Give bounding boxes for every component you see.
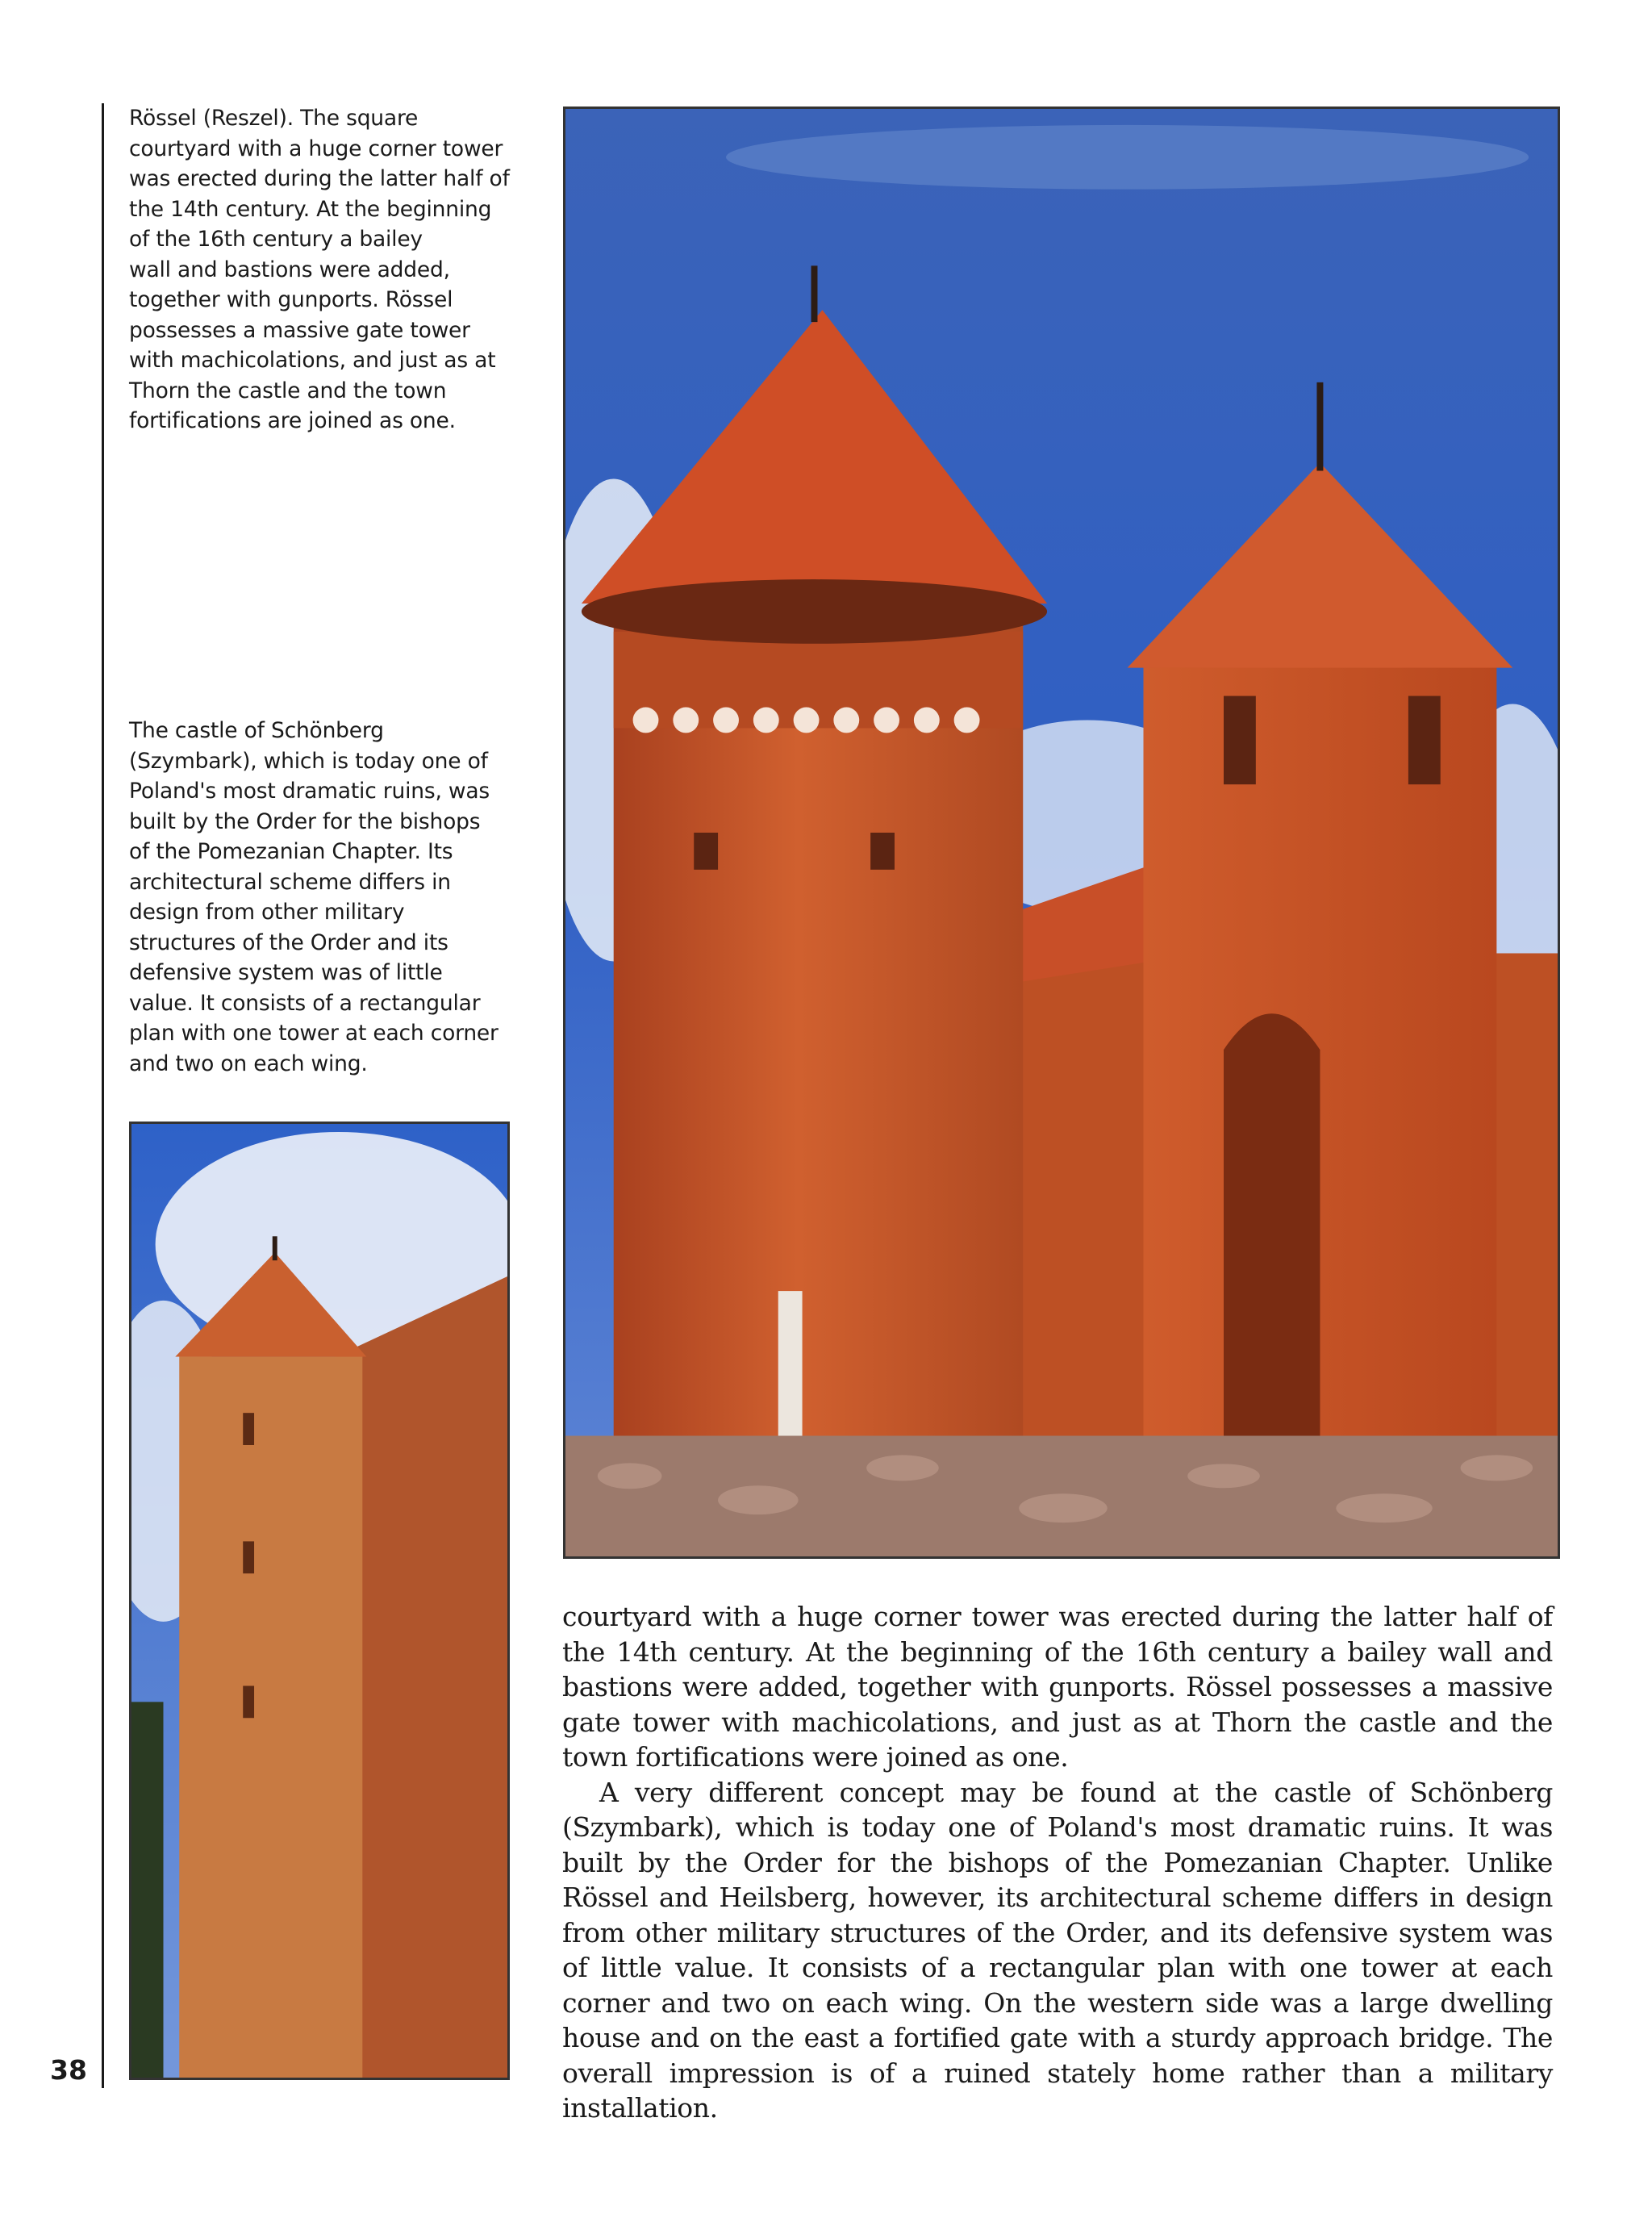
caption-szymbark: The castle of Schönberg (Szymbark), which is today one of Poland's most dramatic ruins, was built by the Order for the bishops of the Pomezanian Chapter. Its architectural scheme differs in design from other military structures of the Order and its defensive system was of little value. It consists of a rectangular plan with one tower at each corner and two on each wing. [129, 718, 499, 1076]
body-text [562, 1599, 1553, 2126]
photo-reszel-castle [563, 107, 1560, 1559]
photo-szymbark-castle [129, 1122, 510, 2080]
body-paragraph: courtyard with a huge corner tower was erected during the latter half of the 14th century. At the beginning of the 16th century a bailey wall and bastions were added, together with gunports. Rössel possesses a massive gate tower with machicolations, and just as at Thorn the castle and the town fortifications were joined as one. [562, 1601, 1553, 1773]
page-number: 38 [50, 2054, 87, 2086]
body-paragraph: A very different concept may be found at the castle of Schönberg (Szymbark), which is today one of Poland's most dramatic ruins. It was built by the Order for the bishops of the Pomezanian Chapter. Unlike Rössel and Heilsberg, however, its architectural scheme differs in design from other military structures of the Order, and its defensive system was of little value. It consists of a rectangular plan with one tower at each corner and two on each wing. On the western side was a large dwelling house and on the east a fortified gate with a sturdy approach bridge. The overall impression is of a ruined stately home rather than a military installation. [562, 1776, 1553, 2124]
caption-reszel: Rössel (Reszel). The square courtyard with a huge corner tower was erected during the latter half of the 14th century. At the beginning of the 16th century a bailey wall and bastions were added, together with gunports. Rössel possesses a massive gate tower with machicolations, and just as at Thorn the castle and the town fortifications are joined as one. [129, 106, 510, 433]
margin-rule [102, 103, 104, 2088]
